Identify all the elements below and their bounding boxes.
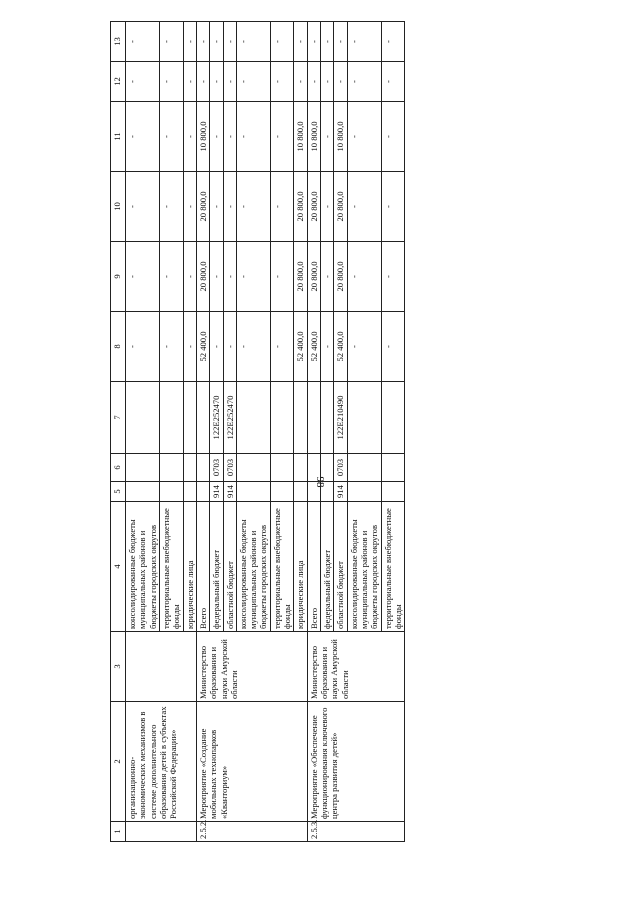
column-header-13: 13 [111,22,126,62]
funding-source: консолидированные бюджеты муниципальных районов и бюджеты городских округов [236,502,270,632]
value-cell: - [223,242,236,312]
value-cell: 20 800,0 [334,242,347,312]
funding-source: территориальные внебюджетные фонды [159,502,183,632]
column-header-7: 7 [111,382,126,454]
executor: Министерство образования и науки Амурской области [307,632,405,702]
funding-source: федеральный бюджет [210,502,223,632]
column-header-4: 4 [111,502,126,632]
column-header-1: 1 [111,822,126,842]
value-cell: - [321,102,334,172]
value-cell: 52 400,0 [307,312,320,382]
value-cell: - [270,242,294,312]
value-cell: - [183,242,196,312]
funding-source: федеральный бюджет [321,502,334,632]
rz-code [196,454,209,482]
value-cell: - [223,172,236,242]
value-cell: 20 800,0 [196,242,209,312]
funding-source: Всего [196,502,209,632]
value-cell: - [159,22,183,62]
value-cell: - [183,312,196,382]
grbs-code [236,482,270,502]
value-cell: - [347,62,381,102]
csr-code [183,382,196,454]
funding-source: юридические лица [294,502,307,632]
value-cell: - [210,242,223,312]
csr-code: 122E252470 [223,382,236,454]
executor: Министерство образования и науки Амурской области [196,632,307,702]
column-header-6: 6 [111,454,126,482]
funding-source: территориальные внебюджетные фонды [381,502,405,632]
value-cell: - [236,22,270,62]
value-cell: - [321,172,334,242]
grbs-code [347,482,381,502]
csr-code: 122E210490 [334,382,347,454]
value-cell: 52 400,0 [294,312,307,382]
grbs-code [381,482,405,502]
value-cell: - [236,62,270,102]
value-cell: - [183,22,196,62]
value-cell: 10 800,0 [334,102,347,172]
value-cell: - [159,102,183,172]
value-cell: - [270,102,294,172]
value-cell: - [183,62,196,102]
value-cell: - [347,242,381,312]
csr-code [307,382,320,454]
table-body [126,22,405,842]
value-cell: - [196,62,209,102]
value-cell: - [347,22,381,62]
rz-code: 0703 [223,454,236,482]
csr-code [294,382,307,454]
value-cell: 20 800,0 [334,172,347,242]
value-cell: - [183,102,196,172]
value-cell: - [236,102,270,172]
grbs-code [183,482,196,502]
measure-name: Мероприятие «Обеспечение функционирования ключевого центра развития детей» [307,702,405,822]
value-cell: - [334,62,347,102]
grbs-code [321,482,334,502]
csr-code [236,382,270,454]
value-cell: 20 800,0 [307,172,320,242]
value-cell: 20 800,0 [196,172,209,242]
value-cell: - [223,102,236,172]
rz-code [381,454,405,482]
value-cell: - [210,172,223,242]
value-cell: - [381,242,405,312]
column-header-row [111,22,126,842]
grbs-code [270,482,294,502]
measure-name: Мероприятие «Создание мобильных технопарков «Кванториум» [196,702,307,822]
value-cell: - [126,312,160,382]
value-cell: - [270,312,294,382]
funding-source: Всего [307,502,320,632]
value-cell: - [236,312,270,382]
section-number: 2.5.3. [307,822,405,842]
csr-code: 122E252470 [210,382,223,454]
rz-code [126,454,160,482]
grbs-code [196,482,209,502]
table-row [196,22,209,842]
funding-source: консолидированные бюджеты муниципальных районов и бюджеты городских округов [347,502,381,632]
value-cell: - [270,172,294,242]
value-cell: - [347,102,381,172]
budget-table [110,21,405,842]
value-cell: 52 400,0 [196,312,209,382]
value-cell: - [126,22,160,62]
rz-code [347,454,381,482]
csr-code [381,382,405,454]
grbs-code [307,482,320,502]
csr-code [347,382,381,454]
value-cell: - [126,172,160,242]
value-cell: - [159,312,183,382]
csr-code [159,382,183,454]
value-cell: - [270,22,294,62]
csr-code [321,382,334,454]
section-number [126,822,197,842]
value-cell: - [381,22,405,62]
grbs-code [159,482,183,502]
value-cell: - [381,312,405,382]
column-header-8: 8 [111,312,126,382]
value-cell: - [294,62,307,102]
grbs-code [294,482,307,502]
value-cell: - [210,102,223,172]
rz-code: 0703 [334,454,347,482]
value-cell: - [381,62,405,102]
column-header-9: 9 [111,242,126,312]
rz-code [183,454,196,482]
funding-source: областной бюджет [334,502,347,632]
page-number: 98 [314,476,326,488]
program-name: организационно-экономических механизмов в системе дополнительного образования детей в субъектах Российской Федерации» [126,702,197,822]
table-row [126,22,160,842]
value-cell: - [321,242,334,312]
value-cell: 10 800,0 [196,102,209,172]
value-cell: - [307,22,320,62]
value-cell: - [270,62,294,102]
rz-code [294,454,307,482]
rz-code [307,454,320,482]
value-cell: - [126,242,160,312]
value-cell: - [307,62,320,102]
value-cell: - [210,312,223,382]
funding-source: юридические лица [183,502,196,632]
funding-source: территориальные внебюджетные фонды [270,502,294,632]
grbs-code [126,482,160,502]
csr-code [196,382,209,454]
csr-code [270,382,294,454]
value-cell: - [183,172,196,242]
value-cell: - [210,22,223,62]
value-cell: 20 800,0 [307,242,320,312]
value-cell: - [159,172,183,242]
executor [126,632,197,702]
rz-code [270,454,294,482]
value-cell: - [321,62,334,102]
value-cell: - [236,242,270,312]
value-cell: - [236,172,270,242]
section-number: 2.5.2. [196,822,307,842]
rz-code [159,454,183,482]
value-cell: 20 800,0 [294,172,307,242]
column-header-12: 12 [111,62,126,102]
rz-code [236,454,270,482]
value-cell: - [347,312,381,382]
value-cell: - [223,312,236,382]
value-cell: - [334,22,347,62]
value-cell: - [321,22,334,62]
rz-code: 0703 [210,454,223,482]
table-row [307,22,320,842]
value-cell: 20 800,0 [294,242,307,312]
grbs-code: 914 [223,482,236,502]
column-header-2: 2 [111,702,126,822]
value-cell: - [159,62,183,102]
value-cell: 52 400,0 [334,312,347,382]
value-cell: - [381,102,405,172]
value-cell: 10 800,0 [294,102,307,172]
csr-code [126,382,160,454]
value-cell: - [381,172,405,242]
value-cell: - [196,22,209,62]
value-cell: - [126,102,160,172]
column-header-10: 10 [111,172,126,242]
value-cell: 10 800,0 [307,102,320,172]
value-cell: - [126,62,160,102]
value-cell: - [210,62,223,102]
value-cell: - [321,312,334,382]
funding-source: консолидированные бюджеты муниципальных районов и бюджеты городских округов [126,502,160,632]
budget-table-rotated [110,37,531,842]
value-cell: - [159,242,183,312]
rz-code [321,454,334,482]
column-header-5: 5 [111,482,126,502]
grbs-code: 914 [334,482,347,502]
column-header-3: 3 [111,632,126,702]
grbs-code: 914 [210,482,223,502]
value-cell: - [347,172,381,242]
funding-source: областной бюджет [223,502,236,632]
value-cell: - [223,62,236,102]
value-cell: - [294,22,307,62]
column-header-11: 11 [111,102,126,172]
value-cell: - [223,22,236,62]
